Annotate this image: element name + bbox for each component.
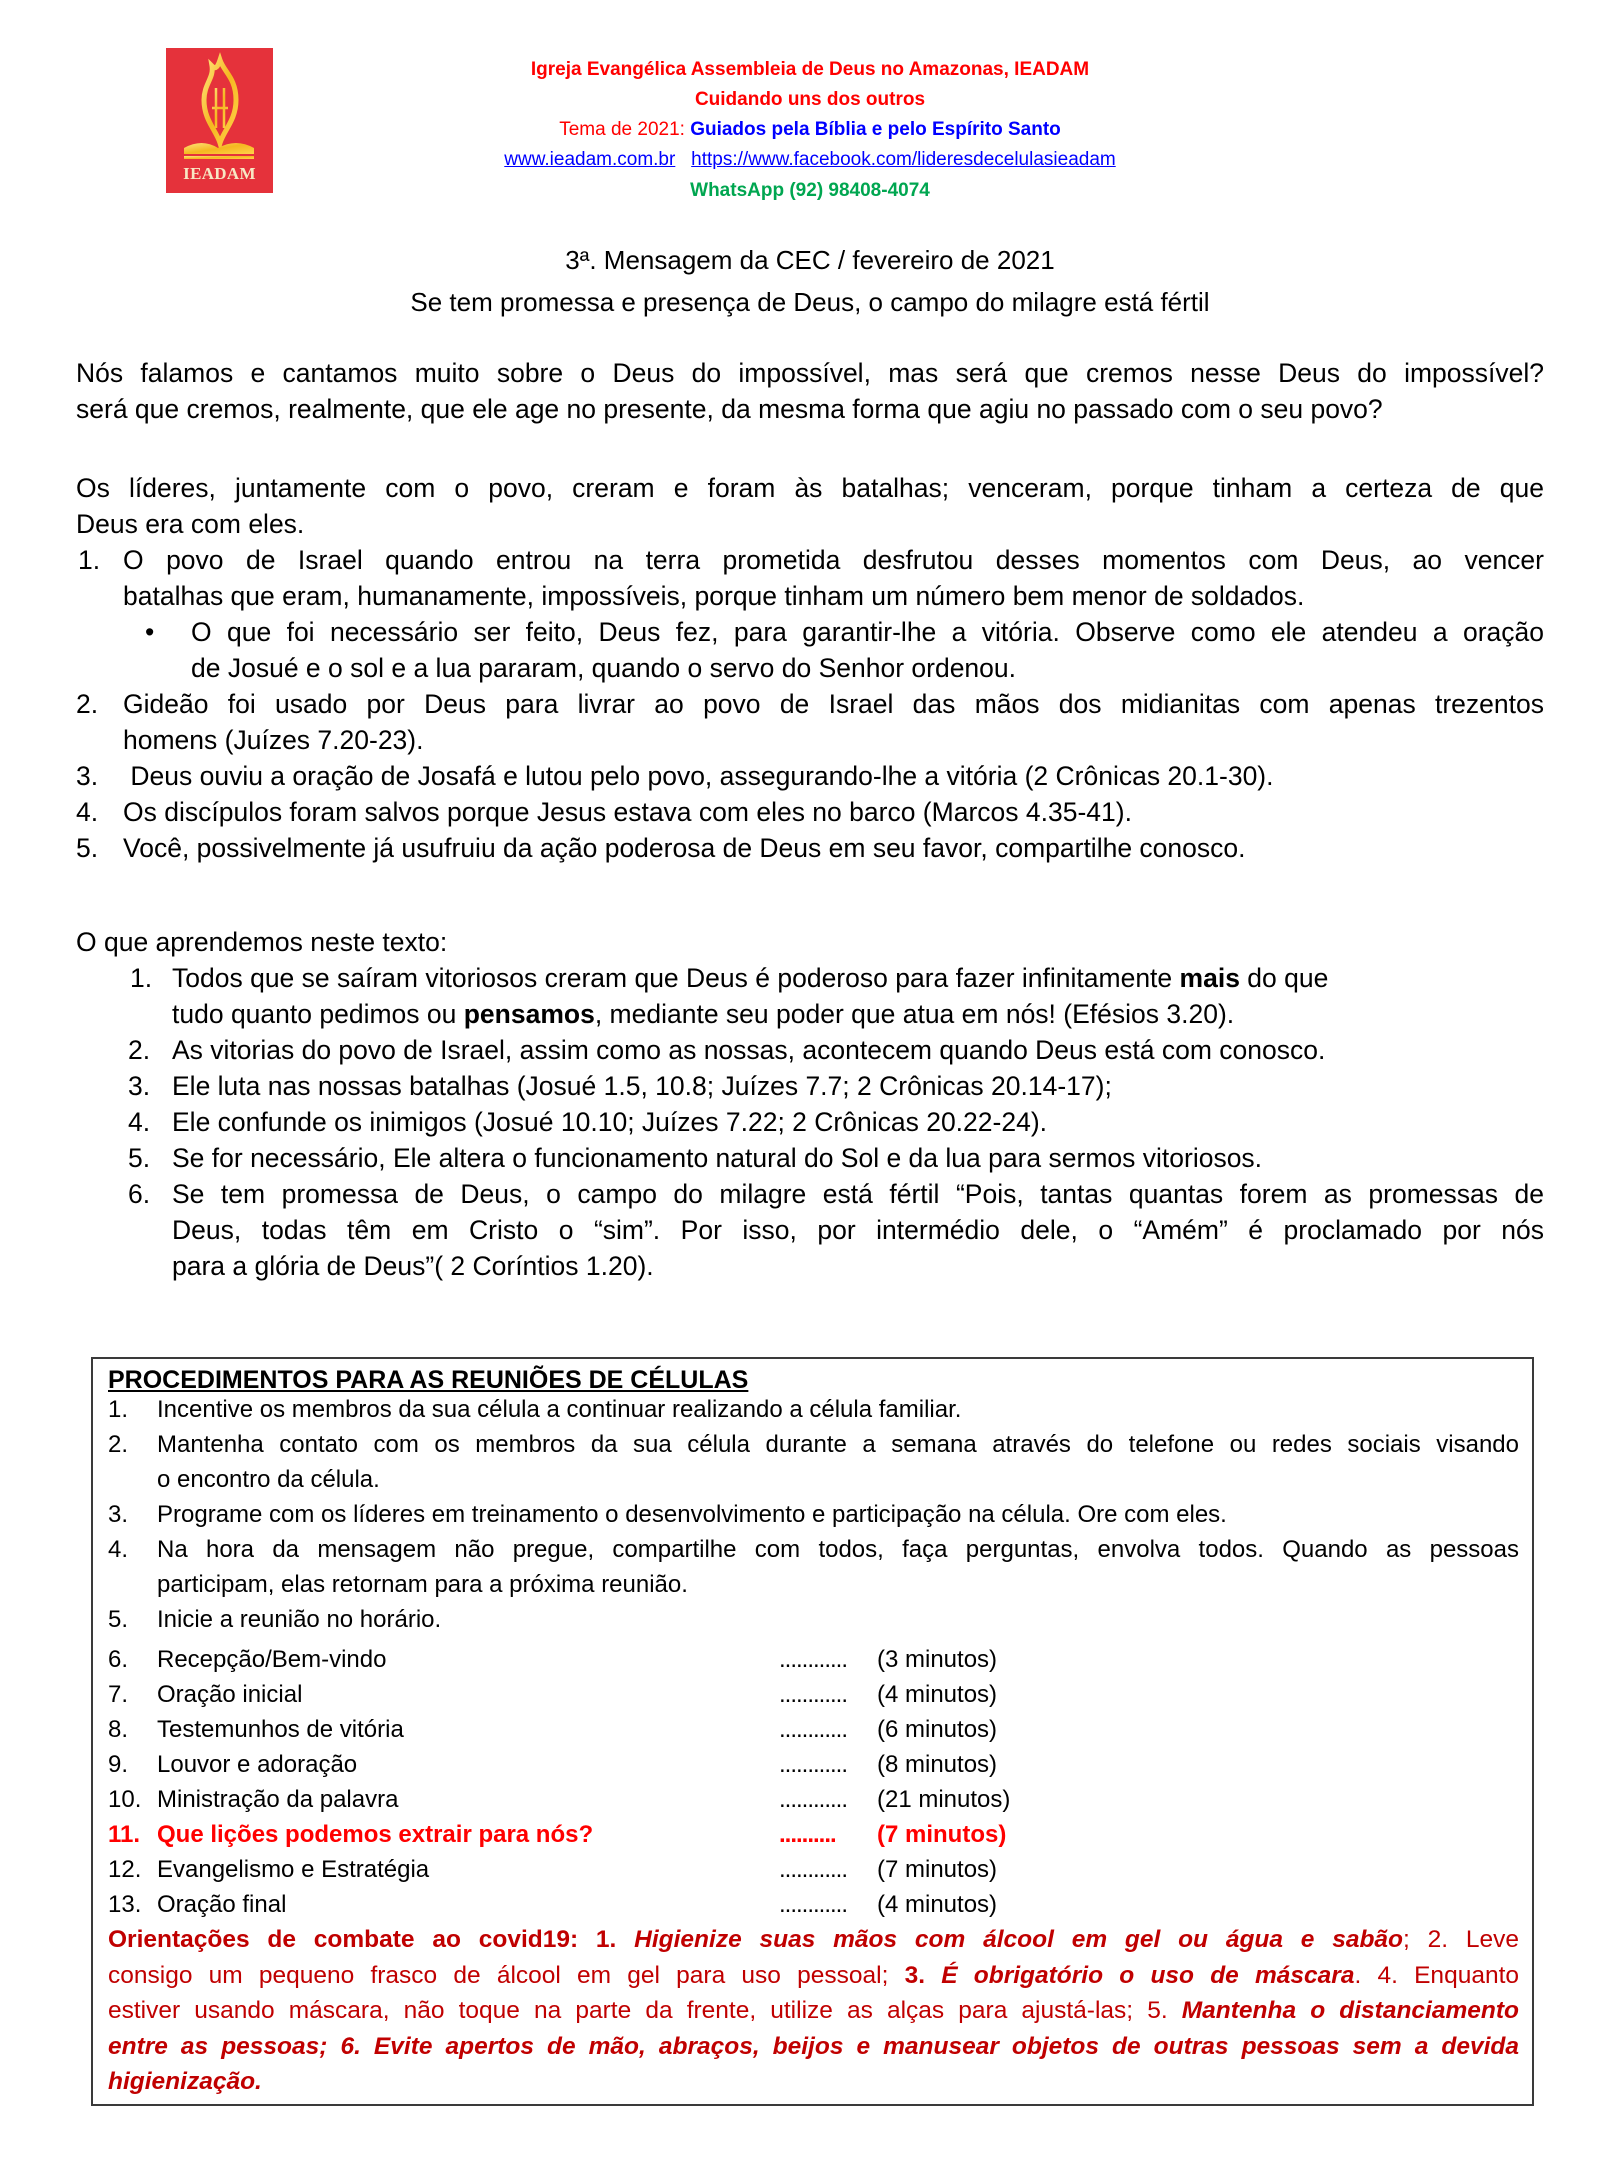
list-item: Os discípulos foram salvos porque Jesus estava com eles no barco (Marcos 4.35-41). xyxy=(123,797,1132,827)
covid-line-5: higienização. xyxy=(108,2068,262,2095)
list-item: O povo de Israel quando entrou na terra prometida desfrutou desses momentos com Deus, ao vencer xyxy=(123,545,1544,575)
schedule-duration: (21 minutos) xyxy=(877,1786,1011,1813)
list-item-cont: batalhas que eram, humanamente, impossíveis, porque tinham um número bem menor de soldados. xyxy=(123,581,1305,611)
list-item-cont: para a glória de Deus”( 2 Coríntios 1.20). xyxy=(172,1251,654,1281)
bullet-icon: • xyxy=(145,617,155,647)
dot-leader: ............ xyxy=(779,1786,848,1813)
list-item: As vitorias do povo de Israel, assim como as nossas, acontecem quando Deus está com conosco. xyxy=(172,1035,1326,1065)
list-number: 3. xyxy=(128,1071,151,1101)
list-item: Mantenha contato com os membros da sua célula durante a semana através do telefone ou redes sociais visando xyxy=(157,1431,1519,1458)
procedures-heading: PROCEDIMENTOS PARA AS REUNIÕES DE CÉLULAS xyxy=(108,1366,749,1394)
list-item-cont: homens (Juízes 7.20-23). xyxy=(123,725,424,755)
dot-leader: .......... xyxy=(779,1821,836,1848)
covid-line-1: Orientações de combate ao covid19: 1. Higienize suas mãos com álcool em gel ou água e sabão; 2. Leve xyxy=(108,1926,1519,1953)
schedule-label: Testemunhos de vitória xyxy=(157,1716,404,1743)
church-name: Igreja Evangélica Assembleia de Deus no Amazonas, IEADAM xyxy=(530,59,1090,80)
schedule-label: Recepção/Bem-vindo xyxy=(157,1646,387,1673)
schedule-duration: (6 minutos) xyxy=(877,1716,998,1743)
message-subtitle: Se tem promessa e presença de Deus, o campo do milagre está fértil xyxy=(410,287,1210,317)
schedule-duration: (7 minutos) xyxy=(877,1856,998,1883)
list-item: Incentive os membros da sua célula a continuar realizando a célula familiar. xyxy=(157,1396,962,1423)
list-item: Ele confunde os inimigos (Josué 10.10; Juízes 7.22; 2 Crônicas 20.22-24). xyxy=(172,1107,1048,1137)
list-number: 1. xyxy=(108,1396,129,1423)
list-number: 6. xyxy=(128,1179,151,1209)
emphasis-pensamos: pensamos xyxy=(463,999,595,1029)
schedule-label: Que lições podemos extrair para nós? xyxy=(157,1821,594,1848)
list-number: 5. xyxy=(128,1143,151,1173)
schedule-duration: (3 minutos) xyxy=(877,1646,998,1673)
list-number: 5. xyxy=(76,833,99,863)
dot-leader: ............ xyxy=(779,1891,848,1918)
flame-bible-icon xyxy=(166,48,273,166)
learnings-heading: O que aprendemos neste texto: xyxy=(76,927,448,957)
theme-label: Tema de 2021: xyxy=(559,119,691,140)
schedule-label: Ministração da palavra xyxy=(157,1786,399,1813)
dot-leader: ............ xyxy=(779,1856,848,1883)
message-title: 3ª. Mensagem da CEC / fevereiro de 2021 xyxy=(565,245,1055,275)
list-number: 2. xyxy=(128,1035,151,1065)
list-item-cont: Deus, todas têm em Cristo o “sim”. Por isso, por intermédio dele, o “Amém” é proclamado por nós xyxy=(172,1215,1544,1245)
covid-line-4: entre as pessoas; 6. Evite apertos de mão, abraços, beijos e manusear objetos de outras pessoas sem a devida xyxy=(108,2033,1519,2060)
covid-line-3: estiver usando máscara, não toque na parte da frente, utilize as alças para ajustá-las; 5. Mantenha o distanciamento xyxy=(108,1997,1519,2024)
list-subitem: O que foi necessário ser feito, Deus fez, para garantir-lhe a vitória. Observe como ele atendeu a oração xyxy=(191,617,1544,647)
dot-leader: ............ xyxy=(779,1681,848,1708)
list-number: 5. xyxy=(108,1606,129,1633)
emphasis-mais: mais xyxy=(1179,963,1240,993)
list-number: 1. xyxy=(78,545,101,575)
theme-value: Guiados pela Bíblia e pelo Espírito Santo xyxy=(690,119,1061,140)
website-link[interactable]: www.ieadam.com.br xyxy=(504,149,676,170)
list-item-cont: tudo quanto pedimos ou pensamos, mediante seu poder que atua em nós! (Efésios 3.20). xyxy=(172,999,1235,1029)
schedule-duration: (8 minutos) xyxy=(877,1751,998,1778)
list-item: Se tem promessa de Deus, o campo do milagre está fértil “Pois, tantas quantas forem as promessas de xyxy=(172,1179,1544,1209)
list-item: Se for necessário, Ele altera o funcionamento natural do Sol e da lua para sermos vitoriosos. xyxy=(172,1143,1263,1173)
list-number: 4. xyxy=(76,797,99,827)
list-number: 2. xyxy=(108,1431,129,1458)
church-motto: Cuidando uns dos outros xyxy=(694,89,926,110)
covid-line-2: consigo um pequeno frasco de álcool em gel para uso pessoal; 3. É obrigatório o uso de máscara. 4. Enquanto xyxy=(108,1962,1519,1989)
schedule-label: Evangelismo e Estratégia xyxy=(157,1856,430,1883)
logo-text: IEADAM xyxy=(183,164,256,183)
list-number: 2. xyxy=(76,689,99,719)
list-number: 3. xyxy=(108,1501,129,1528)
facebook-link[interactable]: https://www.facebook.com/lideresdecelulasieadam xyxy=(691,149,1116,170)
list-item-cont: o encontro da célula. xyxy=(157,1466,380,1493)
schedule-duration: (4 minutos) xyxy=(877,1681,998,1708)
whatsapp-line: WhatsApp (92) 98408-4074 xyxy=(690,180,930,201)
list-number: 4. xyxy=(128,1107,151,1137)
schedule-duration: (7 minutos) xyxy=(877,1821,1007,1848)
list-item: Na hora da mensagem não pregue, compartilhe com todos, faça perguntas, envolva todos. Quando as pessoas xyxy=(157,1536,1519,1563)
ieadam-logo xyxy=(166,48,273,193)
list-item-cont: participam, elas retornam para a próxima reunião. xyxy=(157,1571,688,1598)
list-item: Ele luta nas nossas batalhas (Josué 1.5, 10.8; Juízes 7.7; 2 Crônicas 20.14-17); xyxy=(172,1071,1112,1101)
schedule-label: Oração final xyxy=(157,1891,287,1918)
list-number: 1. xyxy=(130,963,153,993)
theme-line xyxy=(400,115,1220,145)
dot-leader: ............ xyxy=(779,1751,848,1778)
list-item: Programe com os líderes em treinamento o desenvolvimento e participação na célula. Ore com eles. xyxy=(157,1501,1227,1528)
links-line xyxy=(400,145,1220,175)
schedule-label: Oração inicial xyxy=(157,1681,303,1708)
list-item: Inicie a reunião no horário. xyxy=(157,1606,442,1633)
schedule-duration: (4 minutos) xyxy=(877,1891,998,1918)
leaders-line-1: Os líderes, juntamente com o povo, creram e foram às batalhas; venceram, porque tinham a certeza de que xyxy=(76,473,1544,503)
list-number: 3. xyxy=(76,761,99,791)
intro-line-1: Nós falamos e cantamos muito sobre o Deus do impossível, mas será que cremos nesse Deus do impossível? xyxy=(76,358,1544,388)
list-item: Você, possivelmente já usufruiu da ação poderosa de Deus em seu favor, compartilhe conosco. xyxy=(123,833,1246,863)
dot-leader: ............ xyxy=(779,1716,848,1743)
dot-leader: ............ xyxy=(779,1646,848,1673)
leaders-line-2: Deus era com eles. xyxy=(76,509,305,539)
list-item: Gideão foi usado por Deus para livrar ao povo de Israel das mãos dos midianitas com apenas trezentos xyxy=(123,689,1544,719)
list-item: Deus ouviu a oração de Josafá e lutou pelo povo, assegurando-lhe a vitória (2 Crônicas 20.1-30). xyxy=(123,761,1274,791)
schedule-label: Louvor e adoração xyxy=(157,1751,358,1778)
list-number: 4. xyxy=(108,1536,129,1563)
list-item: Todos que se saíram vitoriosos creram que Deus é poderoso para fazer infinitamente mais do que xyxy=(172,963,1329,993)
intro-line-2: será que cremos, realmente, que ele age no presente, da mesma forma que agiu no passado com o seu povo? xyxy=(76,394,1383,424)
list-subitem-cont: de Josué e o sol e a lua pararam, quando o servo do Senhor ordenou. xyxy=(191,653,1017,683)
